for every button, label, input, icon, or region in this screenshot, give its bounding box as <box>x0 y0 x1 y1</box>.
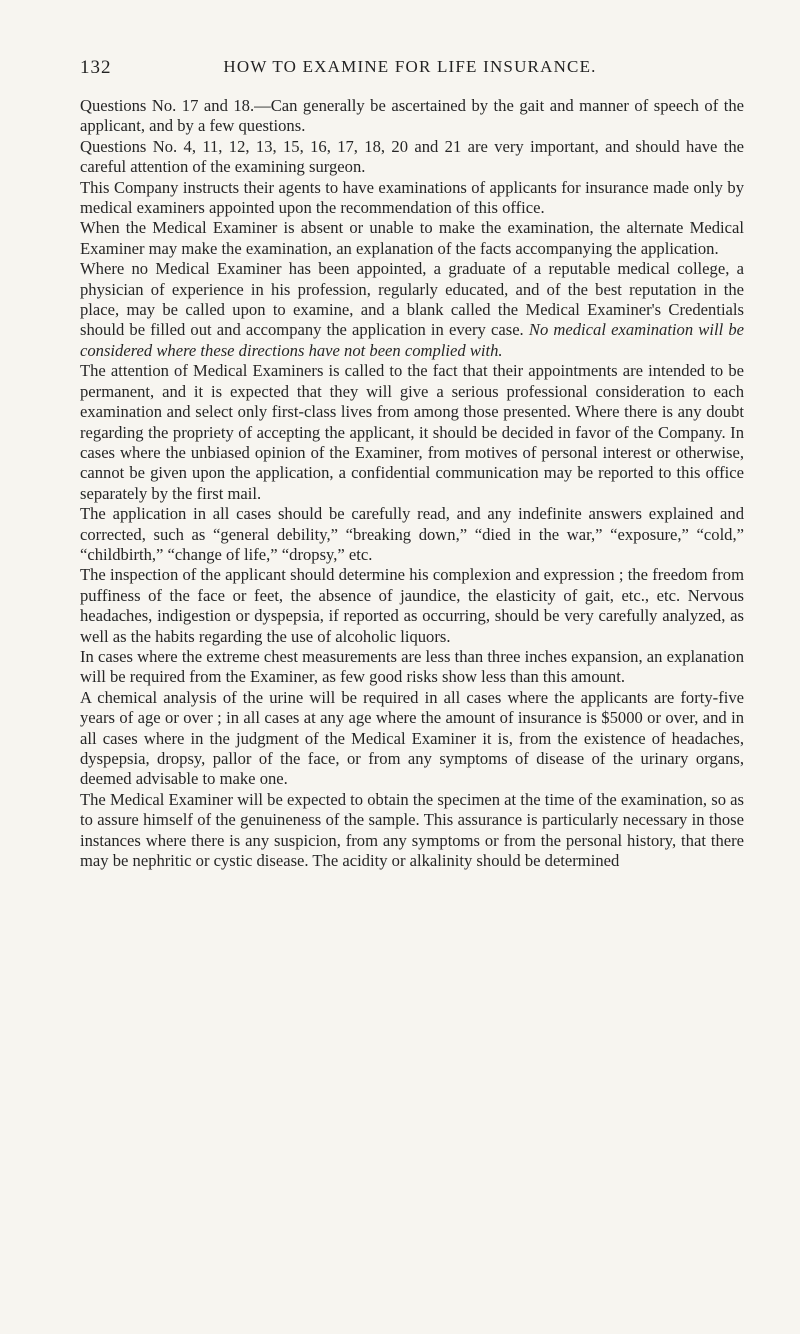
paragraph-application-reading: The application in all cases should be carefully read, and any indefinite answers explained and corrected, such as “general debility,” “breaking down,” “died in the war,” “exposure,” “cold,” “childbirth,” “change of life,” “dropsy,” etc. <box>80 504 744 564</box>
page-header <box>80 57 740 81</box>
italic-directions-note: No medical examination will be considered where these directions have not been complied with. <box>80 320 745 360</box>
paragraph-specimen: The Medical Examiner will be expected to obtain the specimen at the time of the examination, so as to assure himself of the genuineness of the sample. This assurance is particularly necessary in those instances where there is any suspicion, from any symptoms or from the personal history, that there may be nephritic or cystic disease. The acidity or alkalinity should be determined <box>80 789 744 871</box>
paragraph-chest-measurements: In cases where the extreme chest measurements are less than three inches expansion, an explanation will be required from the Examiner, as few good risks show less than this amount. <box>80 646 744 687</box>
paragraph-important-questions: Questions No. 4, 11, 12, 13, 15, 16, 17, 18, 20 and 21 are very important, and should have the careful attention of the examining surgeon. <box>80 136 744 177</box>
paragraph-agent-instructions: This Company instructs their agents to have examinations of applicants for insurance made only by medical examiners appointed upon the recommendation of this office. <box>80 177 744 218</box>
body-text <box>80 96 744 871</box>
page-number: 132 <box>80 57 112 78</box>
paragraph-alternate-examiner: When the Medical Examiner is absent or unable to make the examination, the alternate Medical Examiner may make the examination, an explanation of the facts accompanying the application. <box>80 218 744 258</box>
running-title: HOW TO EXAMINE FOR LIFE INSURANCE. <box>223 57 597 76</box>
paragraph-questions-17-18: Questions No. 17 and 18.—Can generally be ascertained by the gait and manner of speech of the applicant, and by a few questions. <box>80 96 744 136</box>
paragraph-text: Where no Medical Examiner has been appointed, a graduate of a reputable medical college, a physician of experience in his profession, regularly educated, and of the best reputation in the place, may be called upon to examine, and a blank called the Medical Examiner's Credentials should be filled out and accompany the application in every case. <box>80 259 744 340</box>
paragraph-no-examiner-appointed <box>80 259 744 361</box>
paragraph-inspection: The inspection of the applicant should determine his complexion and expression ; the freedom from puffiness of the face or feet, the absence of jaundice, the elasticity of gait, etc., etc. Nervous headaches, indigestion or dyspepsia, if reported as occurring, should be very carefully analyzed, as well as the habits regarding the use of alcoholic liquors. <box>80 565 744 646</box>
paragraph-appointments-permanent: The attention of Medical Examiners is called to the fact that their appointments are intended to be permanent, and it is expected that they will give a serious professional consideration to each examination and select only first-class lives from among those presented. Where there is any doubt regarding the propriety of accepting the applicant, it should be decided in favor of the Company. In cases where the unbiased opinion of the Examiner, from motives of personal interest or otherwise, cannot be given upon the application, a confidential communication may be reported to this office separately by the first mail. <box>80 361 744 503</box>
paragraph-urine-analysis: A chemical analysis of the urine will be required in all cases where the applicants are forty-five years of age or over ; in all cases at any age where the amount of insurance is $5000 or over, and in all cases where in the judgment of the Medical Examiner it is, from the existence of headaches, dyspepsia, dropsy, pallor of the face, or from any symptoms of disease of the urinary organs, deemed advisable to make one. <box>80 687 744 789</box>
